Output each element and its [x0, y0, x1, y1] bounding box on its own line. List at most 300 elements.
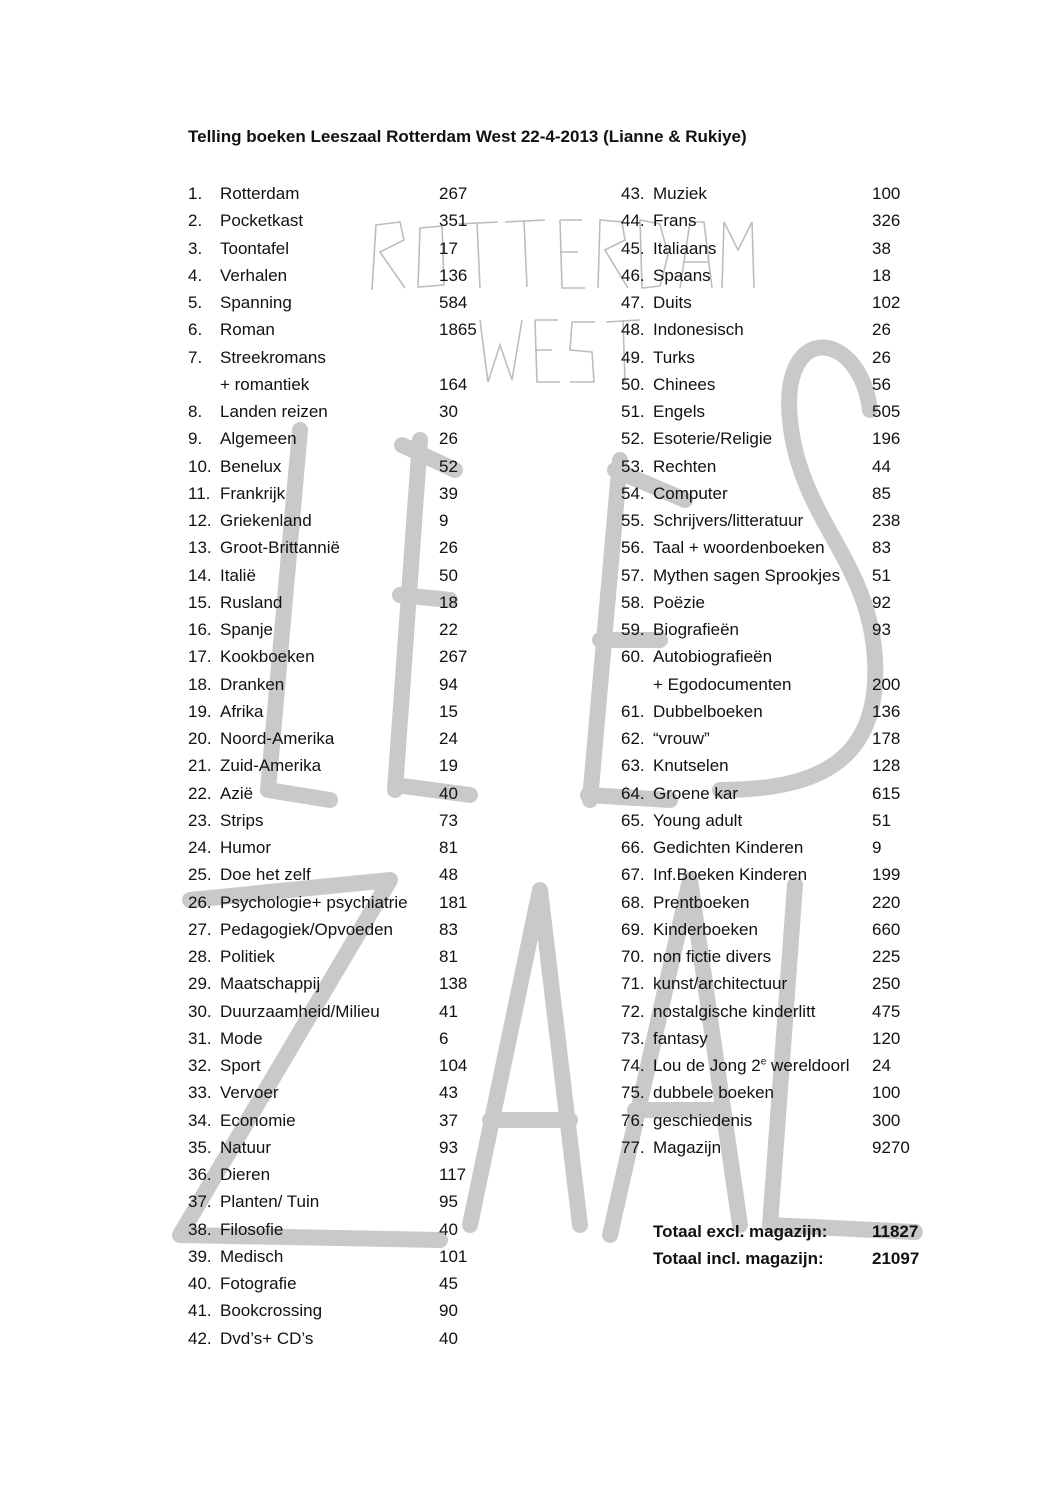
item-label-text: Landen reizen	[220, 402, 328, 421]
item-number: 23.	[188, 810, 212, 830]
item-label-text: Biografieën	[653, 620, 740, 639]
item-label	[653, 534, 825, 561]
item-label	[220, 970, 320, 997]
item-label	[220, 262, 287, 289]
item-label-text: Roman	[220, 320, 275, 340]
item-number: 39.	[188, 1246, 212, 1266]
item-label-text: non fictie divers	[653, 947, 772, 966]
item-label-text: Azië	[220, 783, 254, 803]
item-count: 220	[872, 892, 901, 912]
item-label	[220, 807, 263, 834]
item-number: 31.	[188, 1028, 212, 1048]
item-number: 24.	[188, 838, 212, 857]
item-label	[220, 344, 326, 371]
item-number: 70.	[621, 947, 645, 966]
item-count: 178	[872, 729, 901, 748]
item-label-text: Benelux	[220, 456, 282, 476]
item-label-text: fantasy	[653, 1028, 708, 1048]
item-label	[653, 507, 803, 534]
item-count: 40	[439, 1328, 458, 1348]
item-label	[653, 589, 705, 616]
item-label	[653, 453, 716, 480]
item-number: 3.	[188, 238, 203, 258]
item-count: 41	[439, 1001, 458, 1021]
item-label	[653, 861, 807, 888]
item-count: 26	[439, 538, 458, 558]
item-label-text: Psychologie+ psychiatrie	[220, 892, 408, 912]
item-label	[653, 1052, 849, 1079]
item-label	[220, 752, 321, 779]
item-number: 4.	[188, 265, 203, 285]
item-label-text: Knutselen	[653, 756, 729, 776]
item-number: 27.	[188, 919, 212, 939]
item-label	[653, 1025, 708, 1052]
item-number: 48.	[621, 320, 645, 340]
item-count: 505	[872, 402, 901, 421]
item-label	[220, 562, 256, 589]
item-label	[653, 235, 716, 262]
item-number: 59.	[621, 620, 645, 639]
item-count: 56	[872, 374, 891, 394]
item-label-text: Fotografie	[220, 1274, 297, 1293]
item-label-text: Zuid-Amerika	[220, 756, 322, 776]
item-label	[653, 1134, 721, 1161]
item-count: 93	[439, 1137, 458, 1157]
item-number: 64.	[621, 783, 645, 803]
item-number: 65.	[621, 810, 645, 830]
item-number: 69.	[621, 919, 645, 939]
item-number: 58.	[621, 592, 645, 612]
item-label-text: Natuur	[220, 1137, 272, 1157]
item-number: 41.	[188, 1301, 212, 1321]
item-label-text: Kinderboeken	[653, 919, 758, 939]
item-label	[220, 1025, 263, 1052]
item-count: 52	[439, 456, 458, 476]
item-label-text: nostalgische kinderlitt	[653, 1001, 816, 1021]
item-label	[220, 398, 328, 425]
item-count: 181	[439, 892, 468, 912]
item-label	[220, 1107, 296, 1134]
item-number: 68.	[621, 892, 645, 912]
item-count: 6	[439, 1028, 449, 1048]
item-label	[220, 998, 380, 1025]
item-label	[220, 1243, 283, 1270]
item-count: 100	[872, 184, 901, 203]
item-number: 1.	[188, 184, 203, 203]
item-label-text: Vervoer	[220, 1083, 279, 1103]
item-label-text: Doe het zelf	[220, 865, 311, 885]
item-count: 38	[872, 238, 891, 258]
item-number: 7.	[188, 347, 203, 367]
item-count: 267	[439, 184, 468, 203]
item-label	[653, 671, 791, 698]
item-label-text: Spanje	[220, 620, 273, 639]
item-count: 95	[439, 1192, 458, 1212]
item-count: 83	[439, 919, 458, 939]
item-number: 10.	[188, 456, 212, 476]
item-label-text: Planten/ Tuin	[220, 1192, 320, 1212]
item-label-suffix: wereldoorl	[766, 1056, 850, 1075]
item-count: 19	[439, 756, 458, 776]
item-number: 53.	[621, 456, 645, 476]
item-label	[653, 916, 758, 943]
item-label	[220, 480, 285, 507]
totals-block	[653, 1218, 953, 1273]
item-number: 43.	[621, 184, 645, 203]
item-number: 50.	[621, 374, 645, 394]
item-count: 50	[439, 565, 458, 585]
item-label-text: Mythen sagen Sprookjes	[653, 565, 841, 585]
item-number: 76.	[621, 1110, 645, 1130]
item-label	[653, 643, 772, 670]
item-label	[220, 425, 297, 452]
item-label	[653, 480, 728, 507]
item-number: 72.	[621, 1001, 645, 1021]
item-label-text: Medisch	[220, 1246, 284, 1266]
item-label-text: Chinees	[653, 374, 716, 394]
item-label-text: Frankrijk	[220, 483, 286, 503]
item-label-text: “vrouw”	[653, 729, 710, 748]
item-label-text: Mode	[220, 1028, 263, 1048]
item-count: 128	[872, 756, 901, 776]
item-count: 225	[872, 947, 901, 966]
item-number: 20.	[188, 729, 212, 748]
item-count: 26	[872, 320, 891, 340]
item-count: 9	[872, 838, 882, 857]
item-label-text: Autobiografieën	[653, 647, 773, 667]
item-count: 81	[439, 947, 458, 966]
item-label-text: + Egodocumenten	[653, 674, 792, 694]
item-label	[220, 1188, 319, 1215]
item-label	[653, 889, 749, 916]
item-label-text: Afrika	[220, 701, 264, 721]
item-number: 6.	[188, 320, 203, 340]
item-number: 34.	[188, 1110, 212, 1130]
item-count: 196	[872, 429, 901, 449]
item-count: 18	[439, 592, 458, 612]
item-number: 22.	[188, 783, 212, 803]
item-label	[220, 1052, 261, 1079]
item-number: 66.	[621, 838, 645, 857]
item-number: 38.	[188, 1219, 212, 1239]
item-count: 200	[872, 674, 901, 694]
item-number: 57.	[621, 565, 645, 585]
item-label	[220, 1270, 297, 1297]
item-count: 40	[439, 1219, 458, 1239]
item-count: 101	[439, 1246, 468, 1266]
item-count: 102	[872, 293, 901, 312]
item-label-text: Magazijn	[653, 1137, 722, 1157]
item-count: 81	[439, 838, 458, 857]
item-number: 37.	[188, 1192, 212, 1212]
total-value: 11827	[872, 1222, 919, 1241]
item-count: 1865	[439, 320, 477, 340]
item-count: 117	[439, 1165, 467, 1184]
total-row	[653, 1218, 953, 1245]
item-label	[653, 725, 710, 752]
item-label	[653, 1107, 752, 1134]
item-label-text: Rotterdam	[220, 184, 300, 203]
item-number: 54.	[621, 483, 645, 503]
item-label-text: Young adult	[653, 810, 743, 830]
item-label-text: Toontafel	[220, 238, 289, 258]
item-number: 18.	[188, 674, 212, 694]
item-label	[653, 425, 772, 452]
item-number: 13.	[188, 538, 212, 558]
item-count: 164	[439, 374, 468, 394]
item-number: 30.	[188, 1001, 212, 1021]
item-number: 60.	[621, 647, 645, 667]
item-label-text: kunst/architectuur	[653, 974, 788, 994]
item-count: 43	[439, 1083, 458, 1103]
total-row	[653, 1245, 953, 1272]
item-count: 94	[439, 674, 458, 694]
item-label-text: Groene kar	[653, 783, 739, 803]
item-number: 49.	[621, 347, 645, 367]
item-label-text: Engels	[653, 402, 705, 421]
item-number: 26.	[188, 892, 212, 912]
item-count: 15	[439, 701, 458, 721]
item-count: 238	[872, 511, 901, 530]
item-label-text: Dubbelboeken	[653, 701, 763, 721]
item-label	[653, 344, 695, 371]
item-count: 39	[439, 483, 458, 503]
item-label	[220, 698, 263, 725]
item-count: 351	[439, 211, 468, 231]
item-label-text: Filosofie	[220, 1219, 284, 1239]
item-label	[220, 861, 311, 888]
item-number: 51.	[621, 402, 645, 421]
item-number: 63.	[621, 756, 645, 776]
item-label	[220, 1297, 322, 1324]
item-label	[220, 1134, 271, 1161]
item-label-text: Algemeen	[220, 429, 297, 449]
item-count: 9270	[872, 1137, 910, 1157]
item-label-text: Politiek	[220, 947, 275, 966]
item-label	[653, 316, 744, 343]
item-label	[653, 780, 738, 807]
item-label-text: Noord-Amerika	[220, 729, 335, 748]
item-count: 73	[439, 810, 458, 830]
item-label	[220, 534, 340, 561]
item-label	[220, 834, 271, 861]
item-count: 45	[439, 1274, 458, 1293]
item-label	[653, 1079, 774, 1106]
item-number: 44.	[621, 211, 645, 231]
item-count: 26	[872, 347, 891, 367]
item-number: 5.	[188, 293, 203, 312]
item-label-text: Pedagogiek/Opvoeden	[220, 919, 393, 939]
item-label	[653, 752, 729, 779]
item-label	[220, 943, 275, 970]
item-label	[220, 207, 303, 234]
item-number: 74.	[621, 1056, 645, 1075]
item-label-text: Streekromans	[220, 347, 326, 367]
item-label-text: Muziek	[653, 184, 707, 203]
item-label-text: Taal + woordenboeken	[653, 538, 825, 558]
item-label-text: Spanning	[220, 293, 292, 312]
item-count: 51	[872, 565, 891, 585]
item-label-text: Rusland	[220, 592, 283, 612]
item-number: 67.	[621, 865, 645, 885]
item-label-text: Italië	[220, 565, 256, 585]
item-number: 55.	[621, 511, 645, 530]
item-number: 9.	[188, 429, 203, 449]
item-count: 51	[872, 810, 891, 830]
item-label	[653, 262, 711, 289]
item-label-text: Dieren	[220, 1165, 271, 1184]
item-label	[220, 671, 284, 698]
item-label	[220, 725, 334, 752]
item-label-text: Maatschappij	[220, 974, 321, 994]
item-label-text: Duits	[653, 293, 692, 312]
item-label-text: Bookcrossing	[220, 1301, 323, 1321]
item-label-text: Groot-Brittannië	[220, 538, 340, 558]
item-count: 9	[439, 511, 449, 530]
item-label	[653, 834, 803, 861]
item-number: 73.	[621, 1028, 645, 1048]
item-count: 90	[439, 1301, 458, 1321]
item-label-text: Gedichten Kinderen	[653, 838, 804, 857]
item-count: 37	[439, 1110, 458, 1130]
item-label-text: Dvd’s+ CD’s	[220, 1328, 314, 1348]
item-number: 8.	[188, 402, 203, 421]
item-label	[220, 643, 315, 670]
item-label	[653, 807, 742, 834]
item-count: 40	[439, 783, 458, 803]
item-label-text: Frans	[653, 211, 697, 231]
item-label-text: Strips	[220, 810, 264, 830]
item-label	[653, 398, 705, 425]
item-label-text: Pocketkast	[220, 211, 304, 231]
item-number: 12.	[188, 511, 212, 530]
item-number: 42.	[188, 1328, 212, 1348]
item-count: 85	[872, 483, 891, 503]
item-label-superscript: e	[760, 1056, 767, 1068]
item-count: 100	[872, 1083, 901, 1103]
item-label	[220, 235, 289, 262]
item-label-text: Spaans	[653, 265, 711, 285]
item-count: 199	[872, 865, 901, 885]
item-count: 584	[439, 293, 468, 312]
page-title: Telling boeken Leeszaal Rotterdam West 22-4-2013 (Lianne & Rukiye)	[188, 127, 747, 146]
item-count: 48	[439, 865, 458, 885]
item-number: 61.	[621, 701, 645, 721]
item-number: 35.	[188, 1137, 212, 1157]
total-value: 21097	[872, 1249, 920, 1269]
item-count: 475	[872, 1001, 901, 1021]
item-label	[653, 562, 840, 589]
item-number: 71.	[621, 974, 645, 994]
item-label	[653, 180, 707, 207]
item-label-text: Inf.Boeken Kinderen	[653, 865, 808, 885]
item-count: 250	[872, 974, 901, 994]
item-number: 56.	[621, 538, 645, 558]
item-number: 14.	[188, 565, 212, 585]
item-count: 17	[439, 238, 458, 258]
item-count: 104	[439, 1056, 468, 1075]
item-number: 46.	[621, 265, 645, 285]
item-label	[220, 507, 312, 534]
item-count: 300	[872, 1110, 901, 1130]
item-label-text: Duurzaamheid/Milieu	[220, 1001, 380, 1021]
item-label-text: Turks	[653, 347, 695, 367]
item-label-text: geschiedenis	[653, 1110, 753, 1130]
item-label	[220, 180, 299, 207]
item-count: 267	[439, 647, 468, 667]
total-label: Totaal excl. magazijn:	[653, 1222, 828, 1241]
item-count: 30	[439, 402, 458, 421]
item-number: 21.	[188, 756, 212, 776]
item-label	[220, 1161, 270, 1188]
item-number: 40.	[188, 1274, 212, 1293]
item-label	[220, 916, 393, 943]
item-label-text: Humor	[220, 838, 272, 857]
item-label-text: Prentboeken	[653, 892, 750, 912]
item-number: 29.	[188, 974, 212, 994]
item-label	[220, 589, 282, 616]
item-label-text: Verhalen	[220, 265, 288, 285]
item-count: 660	[872, 919, 901, 939]
total-label: Totaal incl. magazijn:	[653, 1249, 824, 1269]
item-number: 32.	[188, 1056, 212, 1075]
item-label	[653, 616, 739, 643]
item-label	[220, 1079, 279, 1106]
item-label-text: Schrijvers/litteratuur	[653, 511, 804, 530]
item-label-text: Griekenland	[220, 511, 312, 530]
item-number: 17.	[188, 647, 212, 667]
item-label	[653, 289, 692, 316]
item-label	[220, 1325, 313, 1352]
item-number: 77.	[621, 1137, 645, 1157]
item-count: 136	[439, 265, 468, 285]
item-label-text: Italiaans	[653, 238, 717, 258]
item-label	[220, 371, 309, 398]
item-label	[220, 616, 273, 643]
item-count: 615	[872, 783, 901, 803]
item-number: 2.	[188, 211, 203, 231]
item-label-text: Dranken	[220, 674, 285, 694]
item-label	[653, 943, 771, 970]
item-label	[220, 780, 253, 807]
item-count: 83	[872, 538, 891, 558]
item-label	[653, 698, 763, 725]
item-count: 24	[439, 729, 458, 748]
item-label	[220, 316, 275, 343]
item-number: 45.	[621, 238, 645, 258]
item-number: 47.	[621, 293, 645, 312]
item-count: 22	[439, 620, 458, 639]
item-count: 92	[872, 592, 891, 612]
item-label	[653, 970, 787, 997]
item-number: 25.	[188, 865, 212, 885]
item-count: 18	[872, 265, 891, 285]
item-label	[220, 889, 408, 916]
item-label-text: Computer	[653, 483, 728, 503]
item-number: 36.	[188, 1165, 212, 1184]
item-count: 138	[439, 974, 468, 994]
item-count: 120	[872, 1028, 901, 1048]
item-count: 326	[872, 211, 901, 231]
item-number: 62.	[621, 729, 645, 748]
item-number: 15.	[188, 592, 212, 612]
item-label-text: Lou de Jong 2	[653, 1056, 761, 1075]
item-label	[220, 1216, 283, 1243]
item-label-text: Indonesisch	[653, 320, 744, 340]
item-count: 93	[872, 620, 891, 639]
item-number: 16.	[188, 620, 212, 639]
item-label-text: Kookboeken	[220, 647, 315, 667]
